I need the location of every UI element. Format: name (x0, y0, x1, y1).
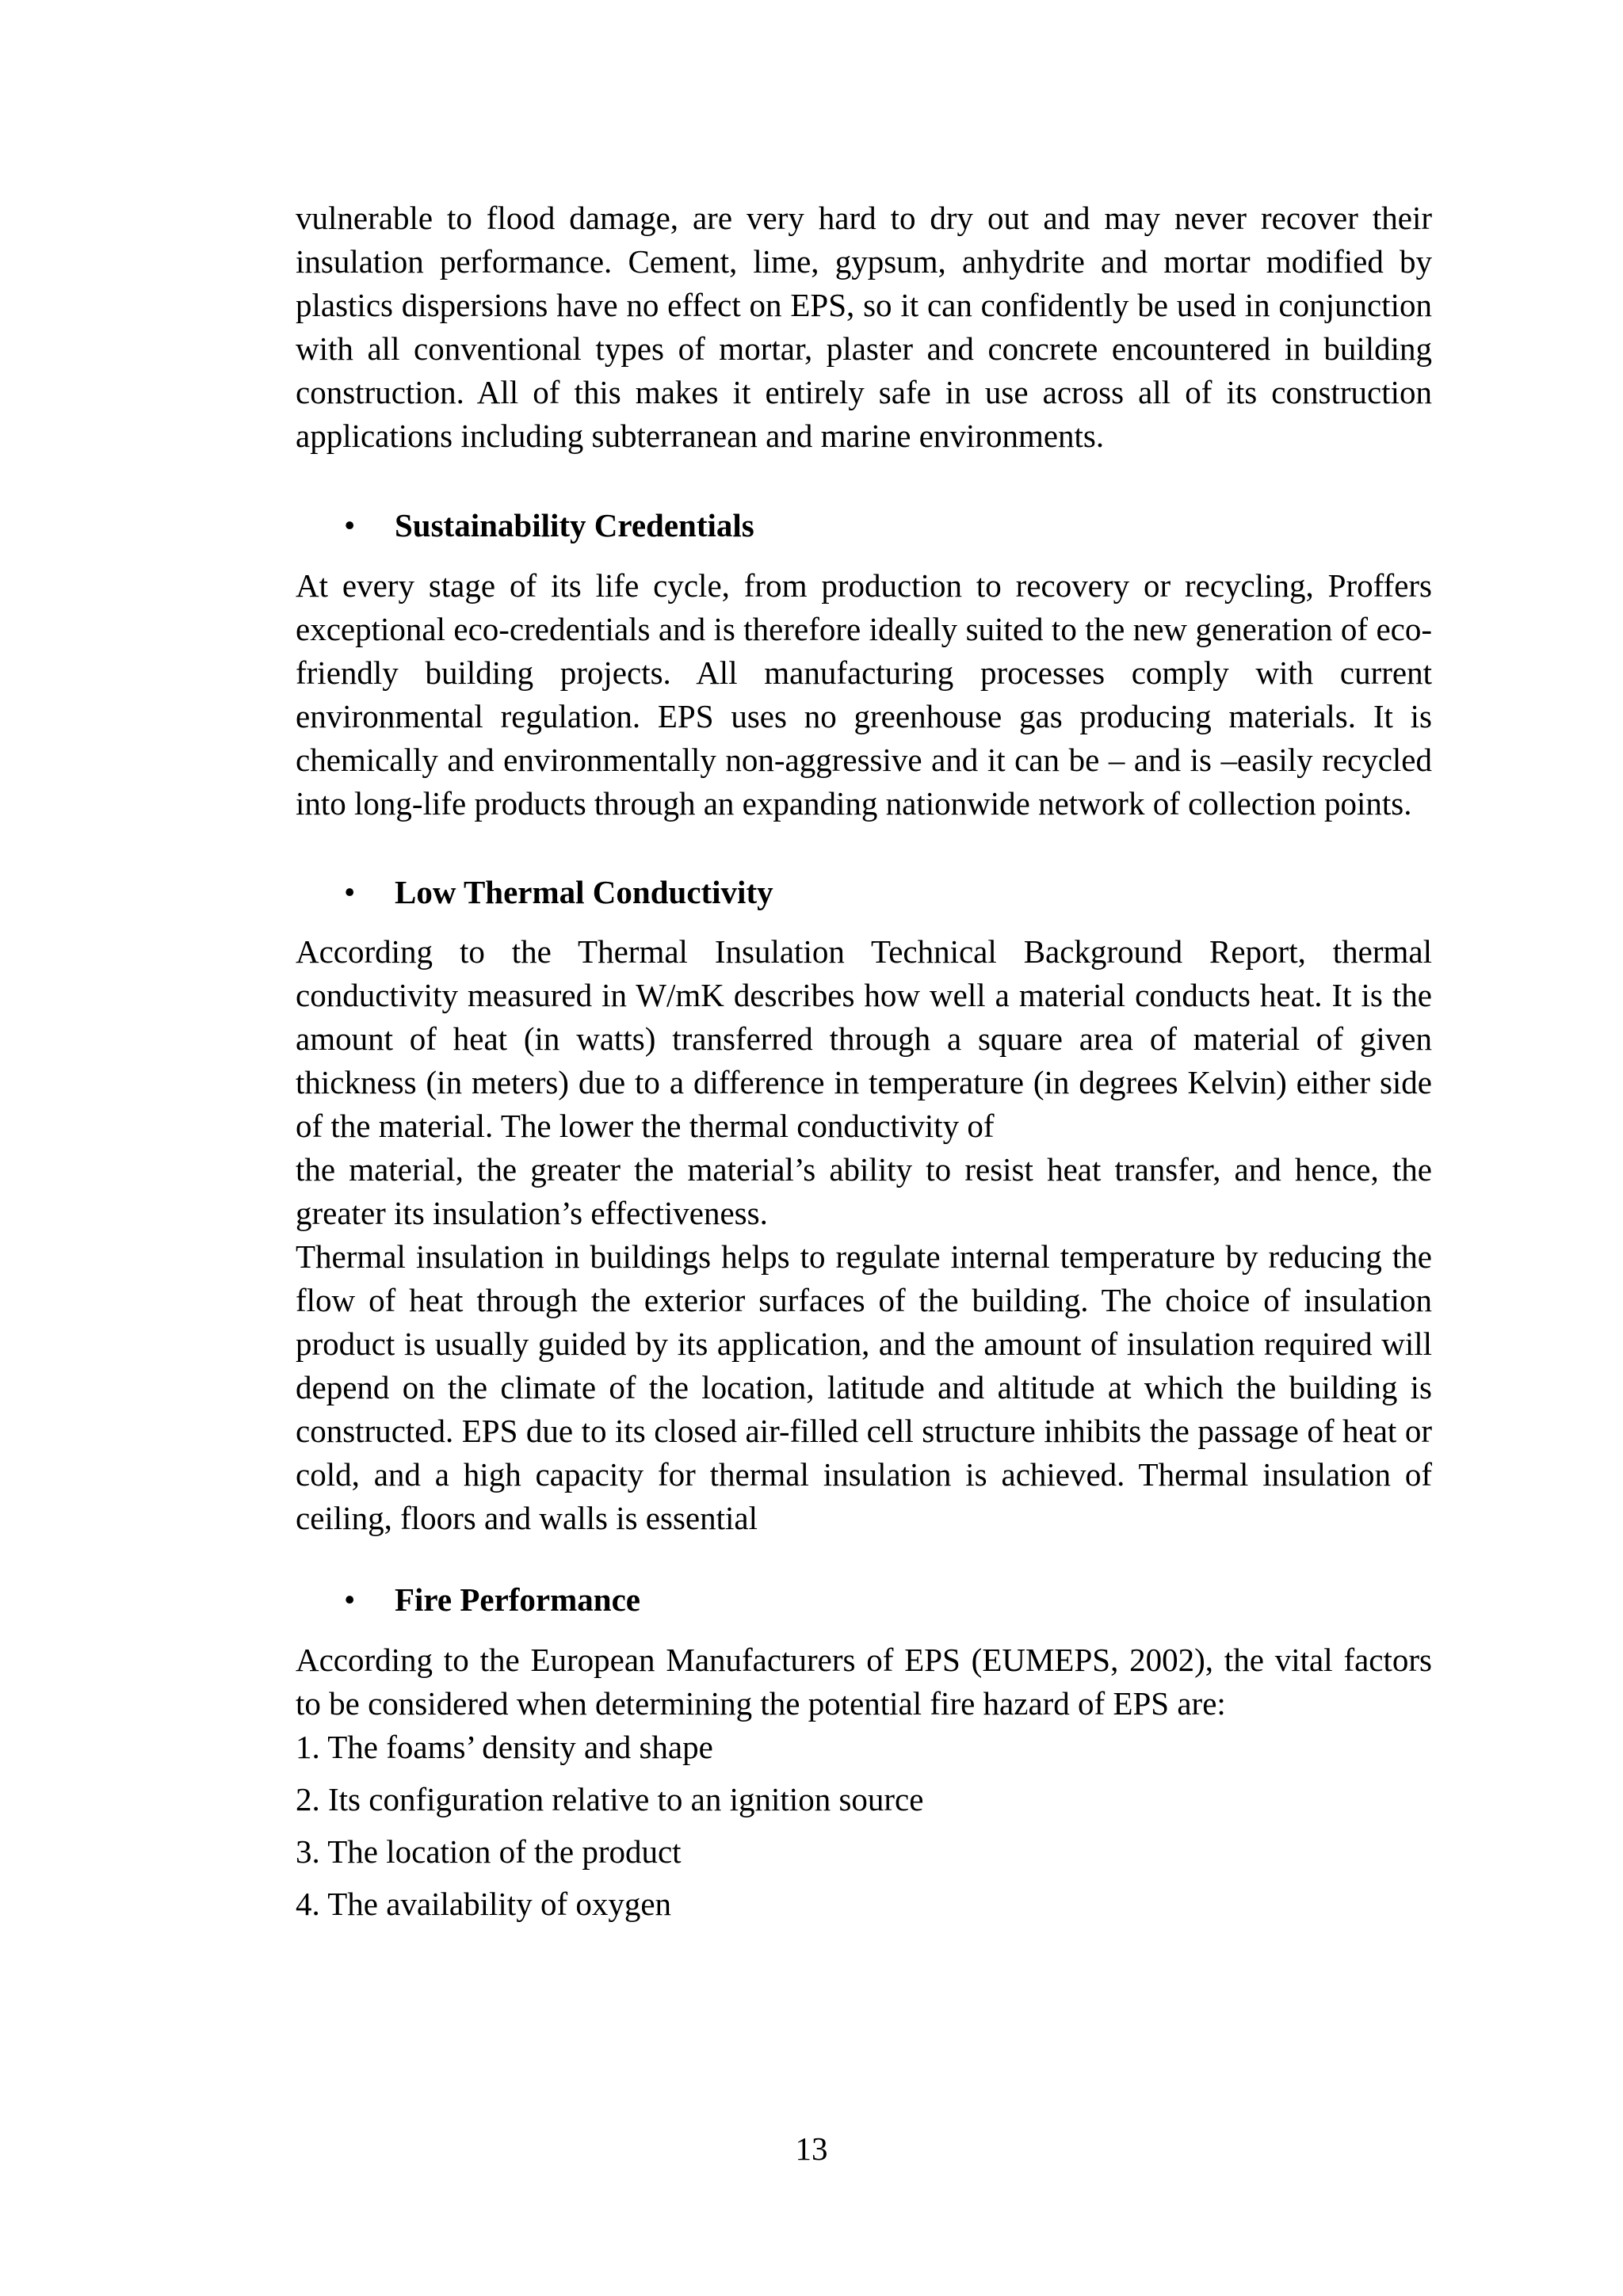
intro-paragraph: vulnerable to flood damage, are very hard to dry out and may never recover their insulation performance. Cement, lime, gypsum, anhydrite and mortar modified by plastics dispersions have no effect on EPS, so it can confidently be used in conjunction with all conventional types of mortar, plaster and concrete encountered in building construction. All of this makes it entirely safe in use across all of its construction applications including subterranean and marine environments. (296, 200, 1432, 454)
heading-text: Low Thermal Conductivity (395, 874, 773, 910)
heading-text: Fire Performance (395, 1581, 640, 1618)
bullet-icon: • (344, 1581, 356, 1618)
thermal-paragraph-3: Thermal insulation in buildings helps to regulate internal temperature by reducing the flow of heat through the exterior surfaces of the building. The choice of insulation product is usually guided by its application, and the amount of insulation required will depend on the climate of the location, latitude and altitude at which the building is constructed. EPS due to its closed air-filled cell structure inhibits the passage of heat or cold, and a high capacity for thermal insulation is achieved. Thermal insulation of ceiling, floors and walls is essential (296, 1238, 1432, 1536)
section-heading-fire (344, 1578, 640, 1622)
section-heading-sustainability (344, 504, 754, 547)
section-heading-thermal (344, 871, 773, 914)
heading-text: Sustainability Credentials (395, 507, 754, 543)
page-number: 13 (795, 2130, 828, 2167)
list-item: 2. Its configuration relative to an ignition source (296, 1781, 924, 1817)
bullet-icon: • (344, 507, 356, 543)
fire-paragraph: According to the European Manufacturers of EPS (EUMEPS, 2002), the vital factors to be considered when determining the potential fire hazard of EPS are: (296, 1642, 1432, 1722)
thermal-paragraph-2: the material, the greater the material’s ability to resist heat transfer, and hence, the greater its insulation’s effectiveness. (296, 1151, 1432, 1231)
list-item: 1. The foams’ density and shape (296, 1729, 713, 1765)
bullet-icon: • (344, 874, 356, 910)
thermal-paragraph-1: According to the Thermal Insulation Technical Background Report, thermal conductivity measured in W/mK describes how well a material conducts heat. It is the amount of heat (in watts) transferred through a square area of material of given thickness (in meters) due to a difference in temperature (in degrees Kelvin) either side of the material. The lower the thermal conductivity of (296, 933, 1432, 1144)
list-item: 4. The availability of oxygen (296, 1886, 672, 1922)
list-item: 3. The location of the product (296, 1833, 682, 1870)
sustainability-paragraph: At every stage of its life cycle, from production to recovery or recycling, Proffers exceptional eco-credentials and is therefore ideally suited to the new generation of eco-friendly building projects. All manufacturing processes comply with current environmental regulation. EPS uses no greenhouse gas producing materials. It is chemically and environmentally non-aggressive and it can be – and is –easily recycled into long-life products through an expanding nationwide network of collection points. (296, 567, 1432, 822)
